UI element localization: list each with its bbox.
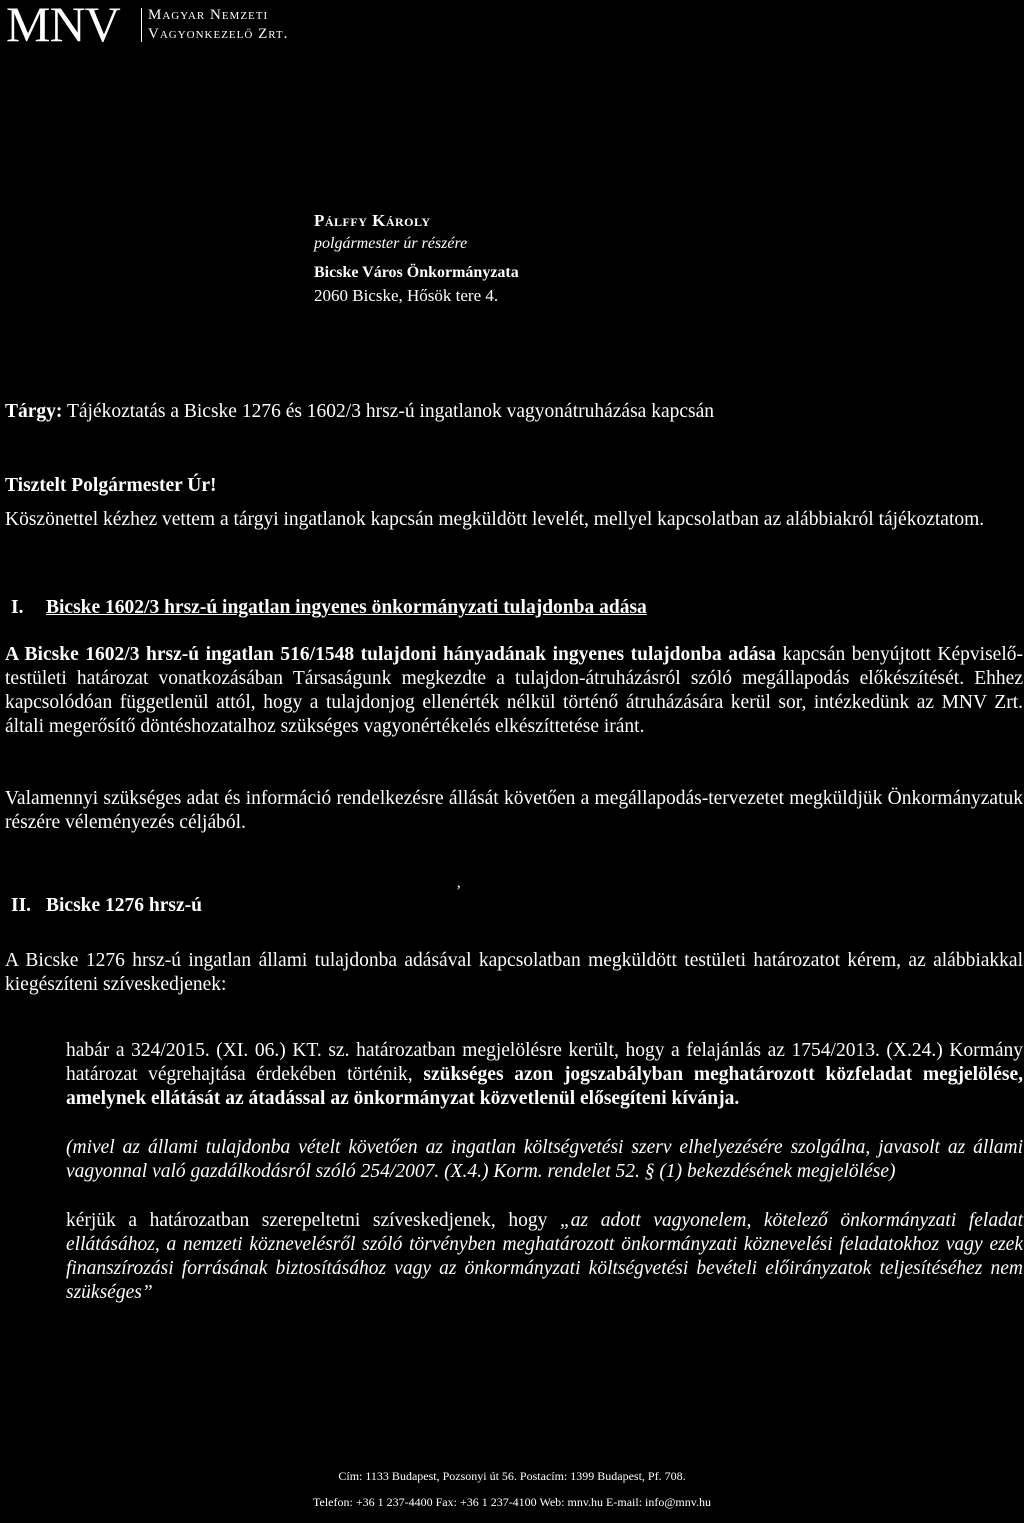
- stray-mark: ʼ: [456, 883, 462, 900]
- section-1-paragraph-1: [5, 643, 1023, 739]
- recipient-organization: Bicske Város Önkormányzata: [314, 264, 519, 281]
- section-2-note: (mivel az állami tulajdonba vételt követően az ingatlan költségvetési szerv elhelyezésére szolgálna, javasolt az állami vagyonnal való gazdálkodásról szóló 254/2007. (X.4.) Korm. rendelet 52. § (1) bekezdésének megjelölése): [66, 1137, 1023, 1182]
- section-1-bold-lead: A Bicske 1602/3 hrsz-ú ingatlan 516/1548 tulajdoni hányadának ingyenes tulajdonba adása: [5, 644, 776, 665]
- recipient-name: Pálffy Károly: [314, 211, 431, 230]
- section-2-point-1-bold: szükséges azon jogszabályban meghatározott közfeladat megjelölése, amelynek ellátását az átadással az önkormányzat közvetlenül elősegíteni kívánja.: [66, 1064, 1023, 1109]
- subject-text: Tájékoztatás a Bicske 1276 és 1602/3 hrsz-ú ingatlanok vagyonátruházása kapcsán: [66, 401, 715, 422]
- section-2-paragraph-1: A Bicske 1276 hrsz-ú ingatlan állami tulajdonba adásával kapcsolatban megküldött testületi határozatot kérem, az alábbiakkal kiegészíteni szíveskedjenek:: [5, 950, 1023, 995]
- logo-divider: [141, 8, 142, 42]
- footer-contacts: Telefon: +36 1 237-4400 Fax: +36 1 237-4100 Web: mnv.hu E-mail: info@mnv.hu: [313, 1495, 711, 1509]
- mnv-logo: MNV: [6, 0, 120, 52]
- section-2-point-1-text: habár a 324/2015. (XI. 06.) KT. sz. határozatban megjelölésre került, hogy a felajánlás az 1754/2013. (X.24.) Kormány határozat végrehajtása érdekében történik,: [66, 1040, 1023, 1085]
- section-1-paragraph-2: Valamennyi szükséges adat és információ rendelkezésre állását követően a megállapodás-tervezetet megküldjük Önkormányzatuk részére véleményezés céljából.: [5, 788, 1023, 833]
- recipient-address: 2060 Bicske, Hősök tere 4.: [314, 286, 499, 305]
- company-name-line1: Magyar Nemzeti: [148, 7, 269, 23]
- section-2-point-2: [66, 1209, 1023, 1305]
- subject-label: Tárgy:: [5, 401, 63, 422]
- section-2-quote: „az adott vagyonelem, kötelező önkormányzati feladat ellátásához, a nemzeti köznevelésről szóló törvényben meghatározott önkormányzati köznevelési feladatokhoz vagy ezek finanszírozási forrásának biztosításához vagy az önkormányzati költségvetési bevételi előirányzatok teljesítéséhez nem szükséges”: [66, 1210, 1023, 1303]
- section-1-title: Bicske 1602/3 hrsz-ú ingatlan ingyenes önkormányzati tulajdonba adása: [46, 597, 647, 618]
- section-1-number: I.: [11, 597, 24, 618]
- section-2-title: Bicske 1276 hrsz-ú: [46, 895, 202, 916]
- intro-paragraph: Köszönettel kézhez vettem a tárgyi ingatlanok kapcsán megküldött levelét, mellyel kapcsolatban az alábbiakról tájékoztatom.: [5, 509, 985, 530]
- subject-line: [5, 401, 714, 423]
- footer-address: Cím: 1133 Budapest, Pozsonyi út 56. Postacím: 1399 Budapest, Pf. 708.: [338, 1469, 686, 1483]
- greeting: Tisztelt Polgármester Úr!: [5, 475, 217, 496]
- company-name-line2: Vagyonkezelő Zrt.: [148, 26, 289, 42]
- section-1-text: kapcsán benyújtott Képviselő-testületi határozat vonatkozásában Társaságunk megkezdte a tulajdon-átruházásról szóló megállapodás előkészítését. Ehhez kapcsolódóan függetlenül attól, hogy a tulajdonjog ellenérték nélkül történő átruházására kerül sor, intézkedünk az MNV Zrt. általi megerősítő döntéshozatalhoz szükséges vagyonértékelés elkészíttetése iránt.: [5, 644, 1023, 737]
- section-2-heading: [5, 895, 202, 917]
- recipient-role: polgármester úr részére: [314, 235, 468, 252]
- section-1-heading: [5, 597, 647, 619]
- section-2-point-2-text: kérjük a határozatban szerepeltetni szíveskedjenek, hogy: [66, 1210, 560, 1231]
- section-2-number: II.: [11, 895, 32, 916]
- section-2-point-1: [66, 1039, 1023, 1111]
